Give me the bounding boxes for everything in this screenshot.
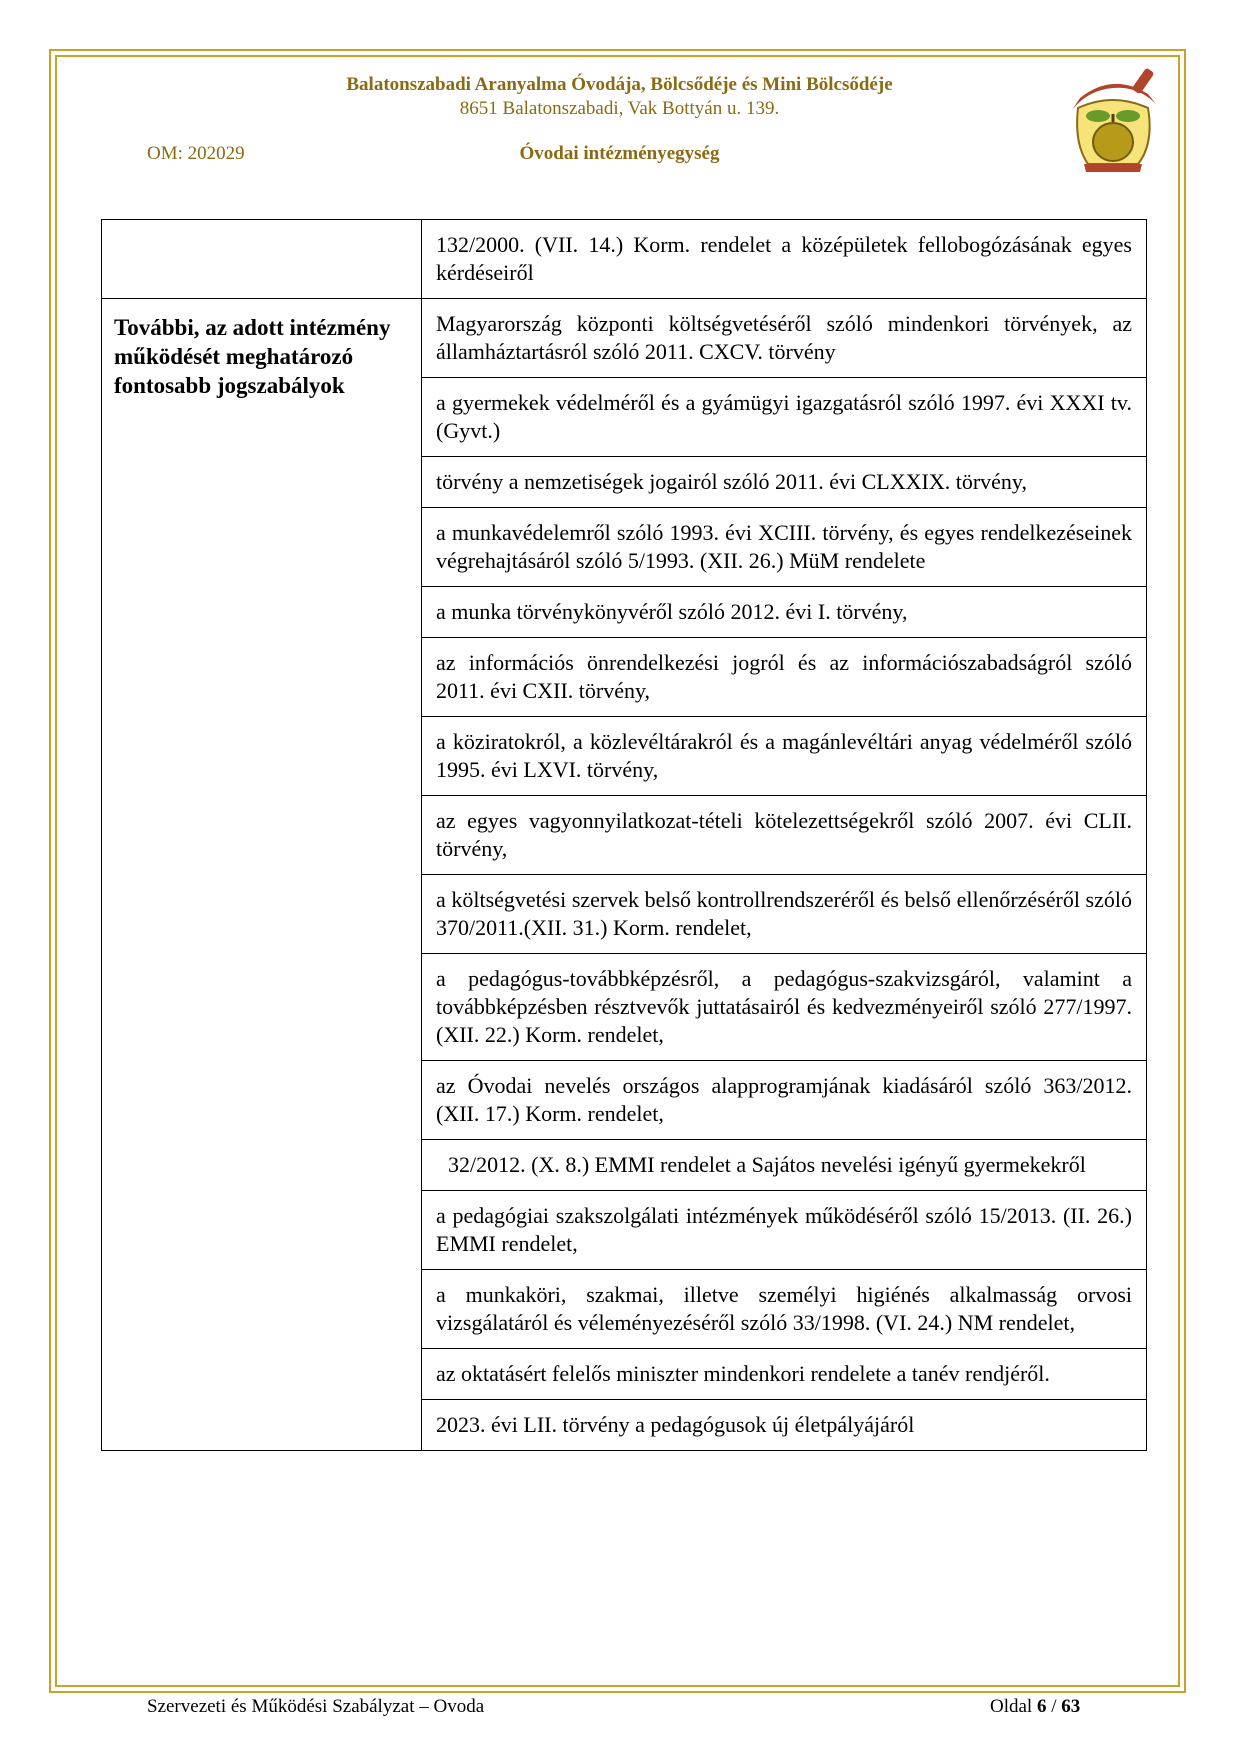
law-text: a köziratokról, a közlevéltárakról és a magánlevéltári anyag védelméről szóló 1995. évi LXVI. törvény, (436, 729, 1132, 782)
law-text: a munkavédelemről szóló 1993. évi XCIII. törvény, és egyes rendelkezéseinek végrehajtásáról szóló 5/1993. (XII. 26.) MüM rendelete (436, 520, 1132, 573)
golden-apple-logo-icon (1058, 64, 1168, 184)
law-text: az egyes vagyonnyilatkozat-tételi kötelezettségekről szóló 2007. évi CLII. törvény, (436, 808, 1132, 861)
page-total: 63 (1061, 1696, 1081, 1717)
law-cell (422, 1400, 1147, 1451)
header-organization: Balatonszabadi Aranyalma Óvodája, Bölcsődéje és Mini Bölcsődéje (346, 74, 893, 95)
law-text: a munkaköri, szakmai, illetve személyi higiénés alkalmasság orvosi vizsgálatáról és véleményezéséről szóló 33/1998. (VI. 24.) NM rendelet, (436, 1282, 1132, 1335)
law-cell (422, 220, 1147, 299)
empty-topic-cell (102, 220, 422, 299)
law-cell (422, 954, 1147, 1061)
page-current: 6 (1036, 1696, 1047, 1717)
law-cell (422, 796, 1147, 875)
law-text: 32/2012. (X. 8.) EMMI rendelet a Sajátos nevelési igényű gyermekekről (448, 1152, 1086, 1177)
law-cell (422, 1349, 1147, 1400)
law-cell (422, 717, 1147, 796)
page-separator: / (1051, 1696, 1057, 1717)
laws-table (101, 219, 1147, 1451)
law-cell (422, 1061, 1147, 1140)
footer-document-title: Szervezeti és Működési Szabályzat – Ovoda (147, 1696, 485, 1717)
header-unit: Óvodai intézményegység (519, 143, 720, 164)
law-cell (422, 299, 1147, 378)
law-text: a költségvetési szervek belső kontrollrendszeréről és belső ellenőrzéséről szóló 370/2011.(XII. 31.) Korm. rendelet, (436, 887, 1132, 940)
law-text: az információs önrendelkezési jogról és az információszabadságról szóló 2011. évi CXII. törvény, (436, 650, 1132, 703)
law-cell (422, 457, 1147, 508)
footer-page-number (990, 1696, 1080, 1718)
table-row (102, 220, 1147, 299)
law-cell (422, 1191, 1147, 1270)
header-address: 8651 Balatonszabadi, Vak Bottyán u. 139. (459, 98, 780, 119)
law-cell (422, 638, 1147, 717)
law-cell (422, 875, 1147, 954)
law-text: törvény a nemzetiségek jogairól szóló 2011. évi CLXXIX. törvény, (436, 469, 1027, 494)
law-text: Magyarország központi költségvetéséről szóló mindenkori törvények, az államháztartásról szóló 2011. CXCV. törvény (436, 311, 1132, 364)
law-text: az Óvodai nevelés országos alapprogramjának kiadásáról szóló 363/2012. (XII. 17.) Korm. rendelet, (436, 1073, 1132, 1126)
law-text: a munka törvénykönyvéről szóló 2012. évi I. törvény, (436, 599, 908, 624)
topic-cell: További, az adott intézmény működését meghatározó fontosabb jogszabályok (102, 299, 422, 1451)
law-cell (422, 378, 1147, 457)
law-text: a pedagógus-továbbképzésről, a pedagógus-szakvizsgáról, valamint a továbbképzésben résztvevők juttatásairól és kedvezményeiről szóló 277/1997. (XII. 22.) Korm. rendelet, (436, 966, 1132, 1047)
page-label: Oldal (990, 1696, 1033, 1717)
table-row (102, 299, 1147, 378)
law-cell (422, 587, 1147, 638)
law-text: a gyermekek védelméről és a gyámügyi igazgatásról szóló 1997. évi XXXI tv. (Gyvt.) (436, 390, 1132, 443)
law-text: az oktatásért felelős miniszter mindenkori rendelete a tanév rendjéről. (436, 1361, 1050, 1386)
law-cell (422, 508, 1147, 587)
law-cell (422, 1270, 1147, 1349)
law-text: a pedagógiai szakszolgálati intézmények működéséről szóló 15/2013. (II. 26.) EMMI rendelet, (436, 1203, 1132, 1256)
law-text: 132/2000. (VII. 14.) Korm. rendelet a középületek fellobogózásának egyes kérdéseiről (436, 232, 1132, 285)
law-text: 2023. évi LII. törvény a pedagógusok új életpályájáról (436, 1412, 915, 1437)
law-cell (422, 1140, 1147, 1191)
header-om-number: OM: 202029 (147, 143, 245, 164)
